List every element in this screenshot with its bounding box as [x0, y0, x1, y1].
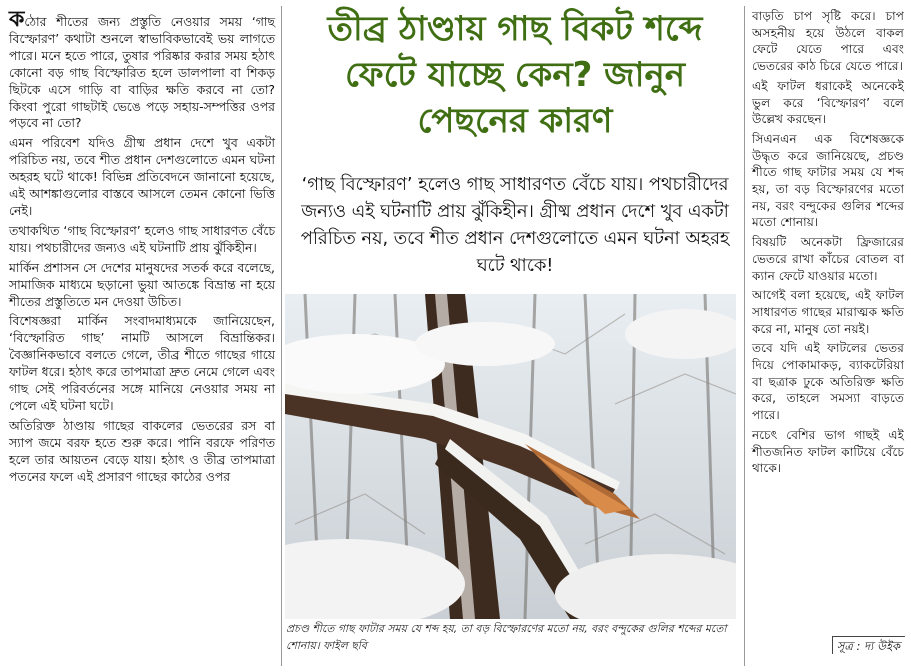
right-paragraph-7: নচেৎ বেশির ভাগ গাছই এই শীতজনিত ফাটল কাটিয়ে বেঁচে থাকে।	[752, 427, 904, 476]
left-paragraph-1-text: ঠোর শীতের জন্য প্রস্তুতি নেওয়ার সময় ‘গাছ বিস্ফোরণ’ কথাটা শুনলে স্বাভাবিকভাবেই ভয় লাগতে পারে। মনে হতে পারে, তুষার পরিষ্কার করার সময় হঠাৎ কোনো বড় গাছ বিস্ফোরিত হলে ডালপালা বা শিকড় ছিটকে এসে গাড়ি বা বাড়ির ক্ষতি করবে না তো? কিংবা পুরো গাছটাই ভেঙে পড়ে সহায়-সম্পত্তির ওপর পড়বে না তো?	[9, 14, 275, 131]
left-paragraph-2: এমন পরিবেশ যদিও গ্রীষ্ম প্রধান দেশে খুব একটা পরিচিত নয়, তবে শীত প্রধান দেশগুলোতে এমন ঘটনা অহরহ ঘটে থাকে! বিভিন্ন প্রতিবেদনে জানানো হয়েছে, এই আশঙ্কাগুলোর বাস্তবে আসলে তেমন কোনো ভিত্তি নেই।	[9, 135, 275, 218]
left-paragraph-3: তথাকথিত ‘গাছ বিস্ফোরণ’ হলেও গাছ সাধারণত বেঁচে যায়। পথচারীদের জন্যও এই ঘটনাটি প্রায় ঝুঁকিহীন।	[9, 222, 276, 255]
source-credit: সূত্র : দ্য উইক	[832, 636, 905, 654]
left-paragraph-1	[9, 7, 275, 132]
right-paragraph-5: আগেই বলা হয়েছে, এই ফাটল সাধারণত গাছের মারাত্মক ক্ষতি করে না, মানুষ তো নয়ই।	[752, 288, 904, 336]
deck-summary: ‘গাছ বিস্ফোরণ’ হলেও গাছ সাধারণত বেঁচে যায়। পথচারীদের জন্যও এই ঘটনাটি প্রায় ঝুঁকিহীন। গ্রীষ্ম প্রধান দেশে খুব একটা পরিচিত নয়, তবে শীত প্রধান দেশগুলোতে এমন ঘটনা অহরহ ঘটে থাকে!	[300, 174, 730, 276]
left-paragraph-6: অতিরিক্ত ঠাণ্ডায় গাছের বাকলের ভেতরের রস বা স্যাপ জমে বরফ হতে শুরু করে। পানি বরফে পরিণত হলে তার আয়তন বেড়ে যায়। হঠাৎ ও তীব্র তাপমাত্রা পতনের ফলে এই প্রসারণ গাছের কাঠের ওপর	[9, 417, 275, 484]
snow-broken-tree-photo	[285, 294, 736, 619]
drop-cap: ক	[9, 7, 25, 32]
right-paragraph-4: বিষয়টি অনেকটা ফ্রিজারের ভেতরে রাখা কাঁচের বোতল বা ক্যান ফেটে যাওয়ার মতো।	[752, 235, 904, 283]
right-paragraph-6: তবে যদি এই ফাটলের ভেতর দিয়ে পোকামাকড়, ব্যাকটেরিয়া বা ছত্রাক ঢুকে অতিরিক্ত ক্ষতি করে, তাহলে সমস্যা বাড়তে পারে।	[752, 341, 904, 423]
headline: তীব্র ঠাণ্ডায় গাছ বিকট শব্দে ফেটে যাচ্ছে কেন? জানুন পেছনের কারণ	[327, 9, 703, 141]
column-divider-left	[281, 6, 282, 666]
left-paragraph-4: মার্কিন প্রশাসন সে দেশের মানুষদের সতর্ক করে বলেছে, সামাজিক মাধ্যমে ছড়ানো ভুয়া আতঙ্কে বিভ্রান্ত না হয়ে শীতের প্রস্তুতিতে মন দেওয়া উচিত।	[9, 259, 275, 309]
photo-caption: প্রচণ্ড শীতে গাছ ফাটার সময় যে শব্দ হয়, তা বড় বিস্ফোরণের মতো নয়, বরং বন্দুকের গুলির শব্দের মতো শোনায়। ফাইল ছবি	[286, 622, 727, 652]
right-article-column	[752, 8, 904, 480]
column-divider-right	[744, 6, 745, 666]
right-paragraph-3: সিএনএন এক বিশেষজ্ঞকে উদ্ধৃত করে জানিয়েছে, প্রচণ্ড শীতে গাছ ফাটার সময় যে শব্দ হয়, তা বড় বিস্ফোরণের মতো নয়, বরং বন্দুকের গুলির শব্দের মতো শোনায়।	[752, 131, 904, 230]
left-paragraph-5: বিশেষজ্ঞরা মার্কিন সংবাদমাধ্যমকে জানিয়েছেন, ‘বিস্ফোরিত গাছ’ নামটি আসলে বিভ্রান্তিকর। বৈজ্ঞানিকভাবে বলতে গেলে, তীব্র শীতে গাছের গায়ে ফাটল ধরে। হঠাৎ করে তাপমাত্রা দ্রুত নেমে গেলে এবং গাছ সেই পরিবর্তনের সঙ্গে মানিয়ে নেওয়ার সময় না পেলে এই ঘটনা ঘটে।	[9, 313, 275, 413]
right-paragraph-2: এই ফাটল ধরাকেই অনেকেই ভুল করে ‘বিস্ফোরণ’ বলে উল্লেখ করছেন।	[752, 78, 904, 127]
left-article-column	[9, 7, 276, 488]
right-paragraph-1: বাড়তি চাপ সৃষ্টি করে। চাপ অসহনীয় হয়ে উঠলে বাকল ফেটে যেতে পারে এবং ভেতরের কাঠ চিরে যেতে পারে।	[752, 9, 904, 74]
